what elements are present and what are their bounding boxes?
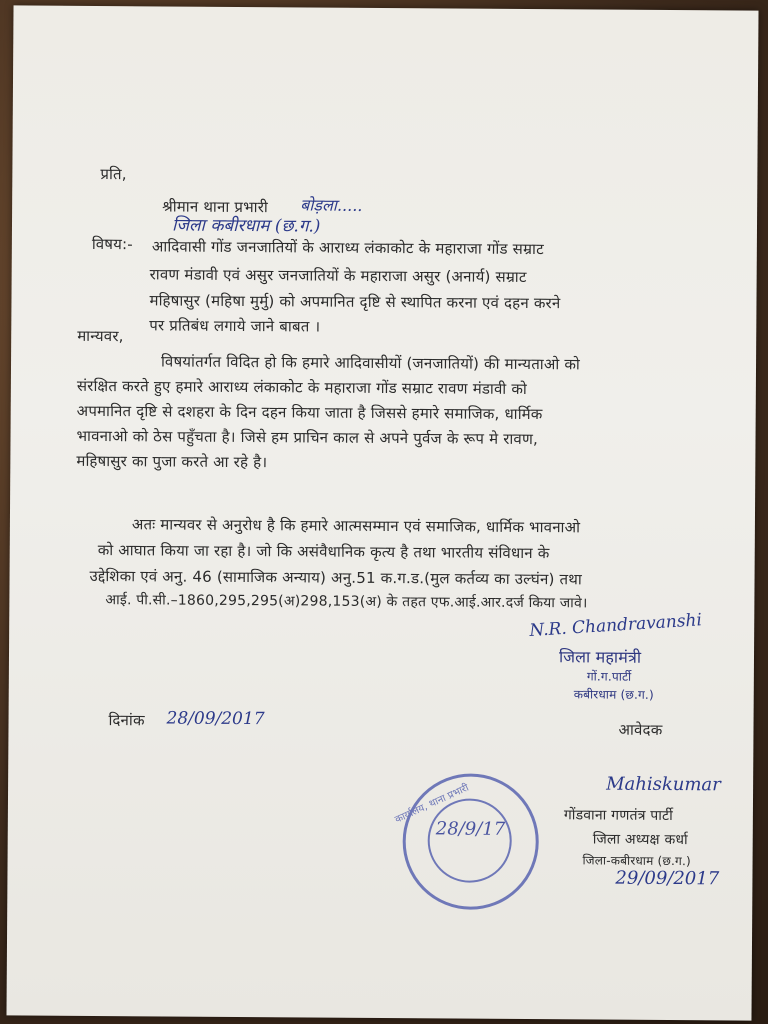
- subject-label: विषय:-: [91, 234, 133, 254]
- subject-line: पर प्रतिबंध लगाये जाने बाबत ।: [149, 316, 321, 336]
- signature-2: Mahiskumar: [606, 773, 721, 796]
- sign2-party: गोंडवाना गणतंत्र पार्टी: [563, 807, 674, 825]
- date-handwritten: 28/09/2017: [166, 708, 265, 730]
- signature-1: N.R. Chandravanshi: [528, 610, 703, 642]
- stamp-inner-ring: [427, 798, 512, 883]
- stamp-date: 28/9/17: [435, 818, 506, 840]
- addressee: श्रीमान थाना प्रभारी: [162, 197, 269, 217]
- stamp-text: कार्यालय, थाना प्रभारी: [393, 782, 471, 826]
- para1-line: विषयांतर्गत विदित हो कि हमारे आदिवासीयों (जनजातियों) की मान्यताओ को: [160, 352, 581, 374]
- para2-line: उद्देशिका एवं अनु. 46 (सामाजिक अन्याय) अनु.51 क.ग.ड.(मुल कर्तव्य का उल्घंन) तथा: [89, 566, 583, 589]
- sign2-title: जिला अध्यक्ष कर्धा: [592, 831, 688, 849]
- date-label: दिनांक: [108, 711, 145, 730]
- applicant-label: आवेदक: [618, 720, 663, 739]
- sign1-place: कबीरधाम (छ.ग.): [573, 687, 654, 702]
- subject-line: रावण मंडावी एवं असुर जनजातियों के महाराजा असुर (अनार्य) सम्राट: [149, 265, 527, 287]
- para2-line: आई. पी.सी.–1860,295,295(अ)298,153(अ) के तहत एफ.आई.आर.दर्ज किया जावे।: [105, 592, 588, 612]
- sign1-party: गों.ग.पार्टी: [586, 669, 632, 684]
- sign2-place: जिला-कबीरधाम (छ.ग.): [582, 853, 691, 869]
- sign1-title: जिला महामंत्री: [558, 647, 642, 667]
- letter-sheet: [6, 5, 758, 1020]
- sign2-date-handwritten: 29/09/2017: [615, 867, 720, 890]
- salutation: मान्यवर,: [77, 326, 124, 346]
- district-handwritten: जिला कबीरधाम (छ.ग.): [171, 215, 321, 237]
- para2-line: अतः मान्यवर से अनुरोध है कि हमारे आत्मसम्मान एवं समाजिक, धार्मिक भावनाओ: [131, 515, 581, 537]
- subject-line: आदिवासी गोंड जनजातियों के आराध्य लंकाकोट के महाराजा गोंड सम्राट: [151, 237, 544, 259]
- para1-line: संरक्षित करते हुए हमारे आराध्य लंकाकोट के महाराजा गोंड सम्राट रावण मंडावी को: [76, 376, 528, 399]
- para1-line: अपमानित दृष्टि से दशहरा के दिन दहन किया जाता है जिससे हमारे समाजिक, धार्मिक: [76, 401, 543, 424]
- para1-line: भावनाओ को ठेस पहुँचता है। जिसे हम प्राचिन काल से अपने पुर्वज के रूप मे रावण,: [76, 426, 539, 449]
- addressee-place: बोड़ला.....: [300, 195, 363, 215]
- to-label: प्रति,: [100, 165, 127, 184]
- para1-line: महिषासुर का पुजा करते आ रहे है।: [76, 451, 268, 472]
- subject-line: महिषासुर (महिषा मुर्मु) को अपमानित दृष्टि से स्थापित करना एवं दहन करने: [149, 291, 561, 313]
- office-stamp: [393, 773, 539, 910]
- para2-line: को आघात किया जा रहा है। जो कि असंवैधानिक कृत्य है तथा भारतीय संविधान के: [97, 541, 550, 563]
